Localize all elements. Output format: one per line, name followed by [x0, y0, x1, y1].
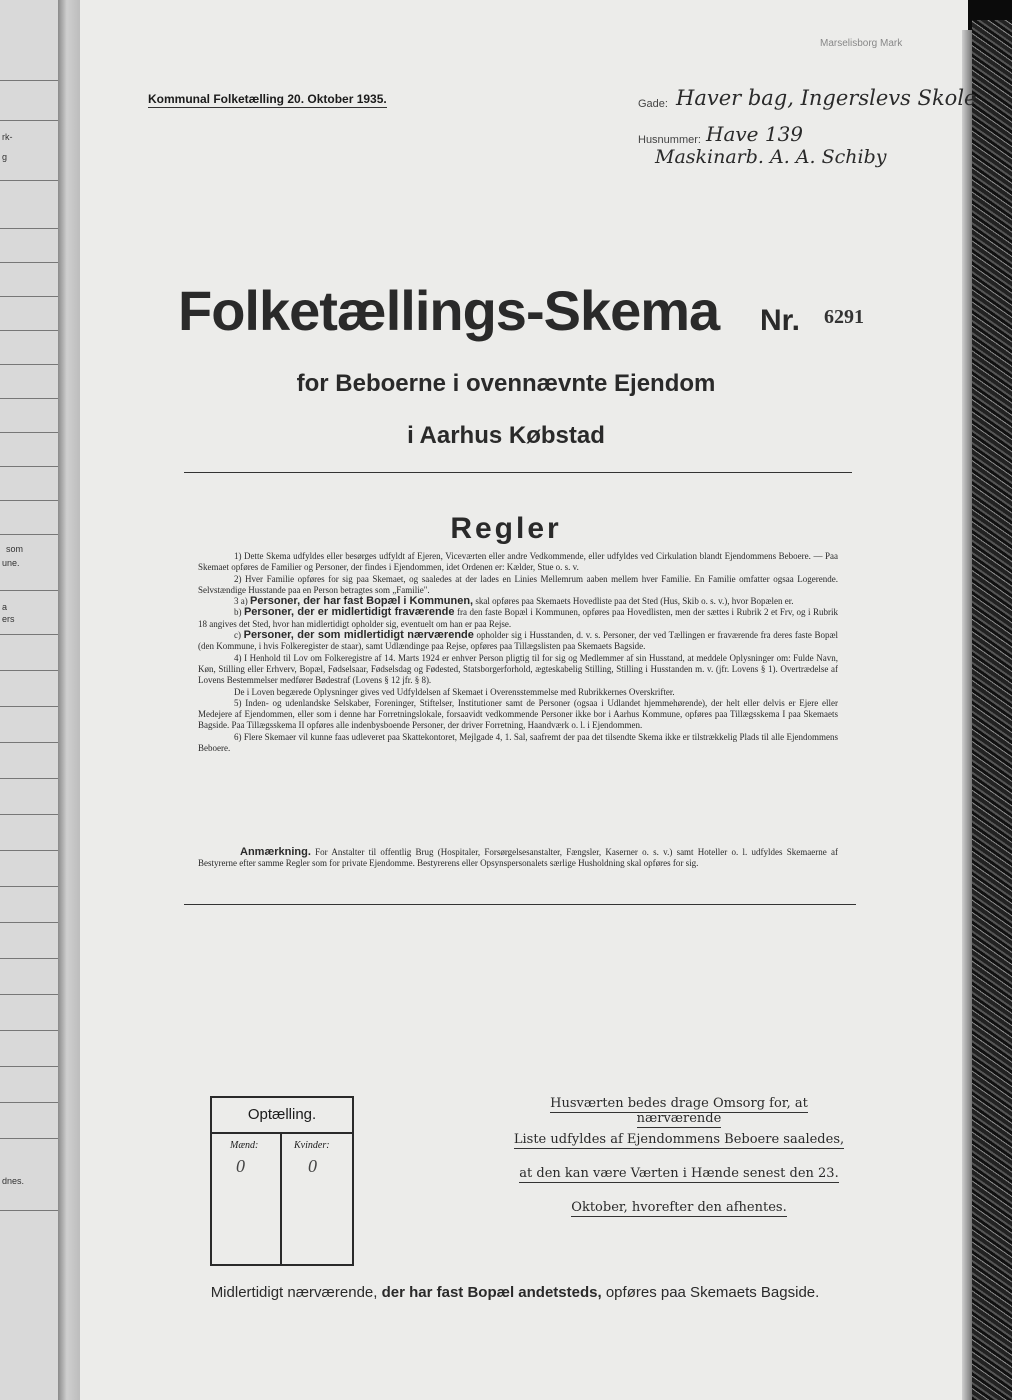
house-number-label: Husnummer: [638, 134, 701, 146]
remark [198, 847, 838, 870]
rule-2: 2) Hver Familie opføres for sig paa Skemaet, og saaledes at der lades en Linies Mellemrum aaben mellem hver Familie. En Familie omfatter ogsaa Logerende. Selvstændige Husstande paa en Person betragtes som „Familie". [198, 573, 838, 595]
book-gutter [58, 0, 80, 1400]
count-divider [280, 1134, 282, 1264]
rule-3b: b) Personer, der er midlertidigt fraværende fra den faste Bopæl i Kommunen, opføres paa Hovedlisten, men der sættes i Rubrik 2 et Frv, og i Rubrik 18 angives det Sted, hvor han midlertidigt opholder sig, eventuelt om han er paa Rejse. [198, 606, 838, 629]
left-page-fragment: ers [2, 614, 15, 624]
rule-4: 4) I Henhold til Lov om Folkeregistre af 14. Marts 1924 er enhver Person pligtig til for sig og Medlemmer af sin Husstand, at meddele Oplysninger om: Fulde Navn, Køn, Stilling eller Erhverv, Bopæl, Fødselsaar, Fødselsdag og Fødested, Statsborgerforhold, ægteskabelig Stilling, Stilling i Husstanden m. v. (jfr. Lovens § 1). Overtrædelse af Lovens Bestemmelser medfører Bødestraf (Lovens § 12 jfr. § 8). [198, 652, 838, 686]
left-page-fragment: som [6, 544, 24, 554]
count-divider [212, 1132, 352, 1134]
archive-stamp: Marselisborg Mark [820, 38, 903, 49]
form-title: Folketællings-Skema [178, 279, 720, 342]
rule-3a: 3 a) Personer, der har fast Bopæl i Kommunen, skal opføres paa Skemaets Hovedliste paa det Sted (Hus, Skib o. s. v.), hvor Bopælen er. [234, 595, 794, 608]
rules-heading: Regler [450, 512, 562, 545]
occupant-handwritten: Maskinarb. A. A. Schiby [655, 146, 887, 168]
page-edge [962, 30, 972, 1400]
form-subtitle: for Beboerne i ovennævnte Ejendom [296, 370, 716, 397]
house-number-handwritten: Have 139 [706, 122, 804, 146]
women-label: Kvinder: [294, 1140, 330, 1151]
divider [184, 904, 856, 905]
count-title: Optælling. [247, 1106, 317, 1123]
rule-4b: De i Loven begærede Oplysninger gives ved Udfyldelsen af Skemaet i Overensstemmelse med Rubrikkernes Overskrifter. [234, 686, 675, 697]
marbled-cover-edge [972, 20, 1012, 1400]
rules-text [198, 551, 838, 754]
form-number-value: 6291 [824, 306, 864, 328]
rule-6: 6) Flere Skemaer vil kunne faas udleveret paa Skattekontoret, Mejlgade 4, 1. Sal, saafremt der paa det tilsendte Skema ikke er tilstrækkelig Plads til alle Ejendommens Beboere. [198, 731, 838, 754]
rule-5: 5) Inden- og udenlandske Selskaber, Foreninger, Stiftelser, Institutioner samt de Personer (ogsaa i Udlandet hjemmehørende), der helt eller delvis er Ejere eller Medejere af Ejendommen, eller som i denne har Forretningslokale, forsaavidt vedkommende Personer ikke bor i Aarhus Kommune, opføres paa Tillægsskema I paa Skemaets Bagside. Paa Tillægsskema II opføres alle indenbysboende Personer, der driver Forretning, Haandværk o. l. i Ejendommen. [198, 697, 838, 731]
count-box [210, 1096, 354, 1266]
left-page-fragment: une. [2, 558, 20, 568]
notice-line: Husværten bedes drage Omsorg for, at nærværende [550, 1096, 808, 1126]
form-location: i Aarhus Købstad [407, 422, 605, 449]
left-page-fragment: g [2, 152, 8, 162]
footer-instruction: Midlertidigt nærværende, der har fast Bopæl andetsteds, opføres paa Skemaets Bagside. [210, 1284, 820, 1301]
men-label: Mænd: [230, 1140, 259, 1151]
rule-1: 1) Dette Skema udfyldes eller besørges udfyldt af Ejeren, Viceværten eller andre Vedkommende, eller udfyldes ved Cirkulation blandt Ejendommens Beboere. — Paa Skemaet opføres de Familier og Personer, der findes i Ejendommen, idet Ordenen er: Kælder, Stue o. s. v. [198, 551, 838, 573]
census-header-title: Kommunal Folketælling 20. Oktober 1935. [148, 92, 387, 106]
left-page-fragment: dnes. [2, 1176, 25, 1186]
divider [184, 472, 852, 473]
remark-text: For Anstalter til offentlig Brug (Hospitaler, Forsørgelsesanstalter, Fængsler, Kaserner o. s. v.) samt Hoteller o. l. udfyldes Skemaerne af Bestyrerne efter samme Regler som for private Ejendomme. Bestyrerens eller Opsynspersonalets særlige Husholdning skal opføres for sig. [198, 847, 838, 869]
street-label: Gade: [638, 98, 668, 110]
street-value-handwritten: Haver bag, Ingerslevs Skole [676, 86, 977, 110]
form-number-label: Nr. [760, 304, 801, 337]
notice-line: Liste udfyldes af Ejendommens Beboere saaledes, [513, 1132, 845, 1147]
left-page-fragment: a [2, 602, 8, 612]
notice-line: at den kan være Værten i Hænde senest den 23. [519, 1166, 839, 1181]
remark-label: Anmærkning. [240, 846, 311, 858]
left-page-margin [0, 0, 58, 1400]
women-count: 0 [308, 1156, 317, 1176]
notice-line: Oktober, hvorefter den afhentes. [571, 1200, 787, 1215]
men-count: 0 [236, 1156, 245, 1176]
left-page-fragment: rk- [2, 132, 13, 142]
rule-3c: c) Personer, der som midlertidigt nærværende opholder sig i Husstanden, d. v. s. Personer, der ved Tællingen er fraværende fra deres faste Bopæl (den Kommune, i hvis Folkeregister de staar), samt Udlændinge paa Rejse, opføres paa Tillægslisten paa Skemaets Bagside. [198, 629, 839, 652]
